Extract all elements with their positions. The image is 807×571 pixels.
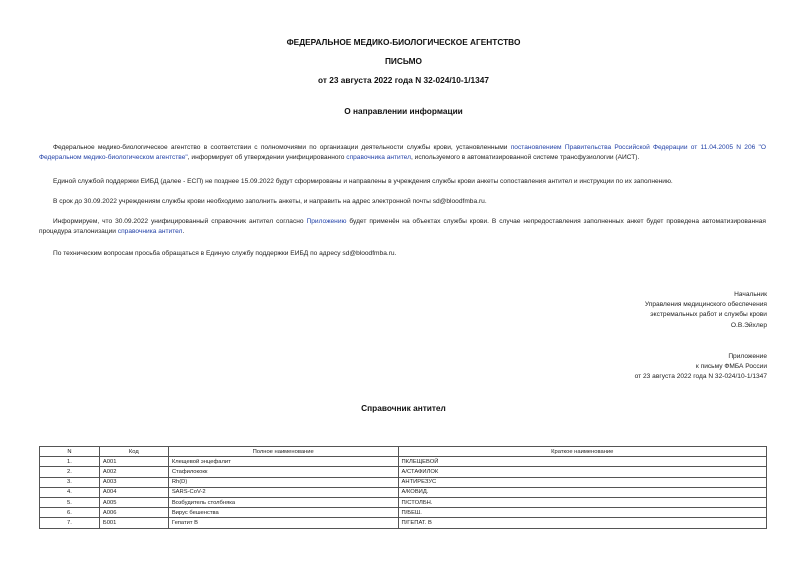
paragraph-1	[39, 143, 766, 163]
doc-date-number: от 23 августа 2022 года N 32-024/10-1/1347	[318, 75, 489, 85]
cell-number: 2.	[40, 467, 100, 477]
header-number: N	[40, 447, 100, 457]
paragraph-3	[39, 197, 766, 207]
table-row	[40, 487, 767, 497]
table-row	[40, 518, 767, 528]
cell-code: A001	[99, 457, 168, 467]
paragraph-4	[39, 217, 766, 237]
cell-number: 1.	[40, 457, 100, 467]
government-decree-link[interactable]: постановлением Правительства Российской Федерации от 11.04.2005 N 206 "О Федеральном медико-биологическом агентстве"	[39, 144, 766, 161]
signature-department-1: Управления медицинского обеспечения	[644, 301, 767, 309]
cell-code: A002	[99, 467, 168, 477]
cell-short-name: А/СТАФИЛОК	[398, 467, 766, 477]
signature-block	[645, 290, 767, 331]
cell-short-name: А/КОВИД.	[398, 487, 766, 497]
p1-text-b: , информирует об утверждении унифицированного	[187, 154, 347, 161]
cell-short-name: АНТИРЕЗУС	[398, 477, 766, 487]
p5-text: По техническим вопросам просьба обращаться в Единую службу поддержки ЕИБД по адресу sd@bloodfmba.ru.	[53, 250, 397, 257]
p4-text-c: .	[182, 228, 185, 235]
cell-number: 3.	[40, 477, 100, 487]
signature-department-2: экстремальных работ и службы крови	[650, 311, 767, 319]
cell-code: A003	[99, 477, 168, 487]
cell-full-name: Гепатит В	[168, 518, 398, 528]
table-row	[40, 497, 767, 507]
agency-name: ФЕДЕРАЛЬНОЕ МЕДИКО-БИОЛОГИЧЕСКОЕ АГЕНТСТВО	[286, 37, 521, 47]
cell-number: 5.	[40, 497, 100, 507]
signature-title: Начальник	[734, 291, 767, 298]
cell-full-name: Клещевой энцефалит	[168, 457, 398, 467]
appendix-title: Справочник антител	[361, 403, 446, 413]
appendix-block	[635, 352, 767, 383]
appendix-link[interactable]: Приложению	[306, 218, 347, 225]
cell-short-name: ПКЛЕЩЕВОЙ	[398, 457, 766, 467]
cell-full-name: SARS-CoV-2	[168, 487, 398, 497]
doc-type: ПИСЬМО	[384, 56, 423, 66]
p1-text-a: Федеральное медико-биологическое агентство в соответствии с полномочиями по организации деятельности службы крови, установленными	[53, 144, 511, 151]
table-row	[40, 508, 767, 518]
p4-text-b: будет применён на объектах службы крови. В случае непредоставления заполненных анкет будет проведена автоматизированная процедура эталонизации	[39, 218, 766, 235]
table-row	[40, 477, 767, 487]
paragraph-2	[39, 177, 766, 187]
cell-short-name: П/ГЕПАТ. В	[398, 518, 766, 528]
antibody-directory-link-2[interactable]: справочника антител	[117, 228, 183, 235]
table-row	[40, 457, 767, 467]
p1-text-c: , используемого в автоматизированной системе трансфузиологии (АИСТ).	[410, 154, 640, 161]
signature-name: О.В.Эйхлер	[730, 321, 767, 329]
p2-text: Единой службой поддержки ЕИБД (далее - ЕСП) не позднее 15.09.2022 будут сформированы и направлены в учреждения службы крови анкеты сопоставления антител и инструкции по их заполнению.	[53, 178, 673, 185]
appendix-label: Приложение	[728, 353, 767, 360]
cell-number: 6.	[40, 508, 100, 518]
header-full-name: Полное наименование	[168, 447, 398, 457]
antibody-table	[39, 446, 767, 529]
table-row	[40, 467, 767, 477]
cell-full-name: Вирус бешенства	[168, 508, 398, 518]
cell-short-name: П/СТОЛБН.	[398, 497, 766, 507]
cell-number: 4.	[40, 487, 100, 497]
table-header-row	[40, 447, 767, 457]
cell-code: Б001	[99, 518, 168, 528]
header-code: Код	[99, 447, 168, 457]
cell-full-name: Rh(D)	[168, 477, 398, 487]
cell-number: 7.	[40, 518, 100, 528]
header-short-name: Краткое наименование	[398, 447, 766, 457]
appendix-reference: к письму ФМБА России	[695, 363, 767, 371]
cell-full-name: Возбудитель столбняка	[168, 497, 398, 507]
paragraph-5	[39, 249, 766, 259]
antibody-directory-link[interactable]: справочника антител	[346, 154, 411, 161]
cell-code: A006	[99, 508, 168, 518]
cell-code: A005	[99, 497, 168, 507]
p3-text: В срок до 30.09.2022 учреждениям службы крови необходимо заполнить анкеты, и направить на адрес электронной почты sd@bloodfmba.ru.	[53, 198, 487, 205]
appendix-date: от 23 августа 2022 года N 32-024/10-1/1347	[634, 373, 767, 381]
p4-text-a: Информируем, что 30.09.2022 унифицированный справочник антител согласно	[53, 218, 307, 225]
cell-full-name: Стафилококк	[168, 467, 398, 477]
cell-short-name: П/БЕШ.	[398, 508, 766, 518]
cell-code: A004	[99, 487, 168, 497]
doc-subject: О направлении информации	[344, 106, 463, 116]
